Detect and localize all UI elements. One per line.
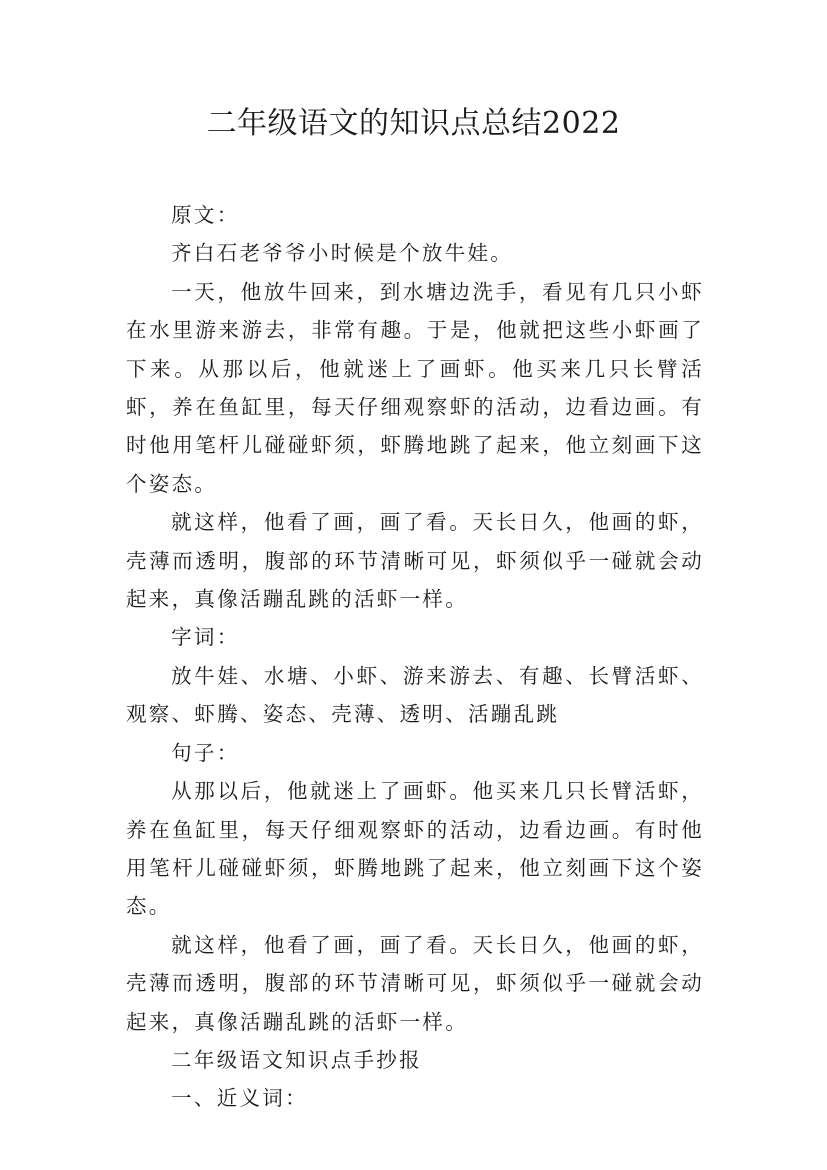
paragraph-story-2: 就这样，他看了画，画了看。天长日久，他画的虾，壳薄而透明，腹部的环节清晰可见，虾须似乎一碰就会动起来，真像活蹦乱跳的活虾一样。 bbox=[126, 510, 704, 612]
paragraph-original-text-heading: 原文： bbox=[171, 203, 240, 227]
paragraph-sentences-heading: 句子： bbox=[171, 740, 240, 765]
paragraph-sentence-2: 就这样，他看了画，画了看。天长日久，他画的虾，壳薄而透明，腹部的环节清晰可见，虾须似乎一碰就会动起来，真像活蹦乱跳的活虾一样。 bbox=[126, 932, 704, 1034]
paragraph-synonyms-heading: 一、近义词： bbox=[171, 1086, 308, 1111]
paragraph-words-heading: 字词： bbox=[171, 625, 240, 650]
paragraph-intro: 齐白石老爷爷小时候是个放牛娃。 bbox=[171, 241, 514, 266]
paragraph-word-list: 放牛娃、水塘、小虾、游来游去、有趣、长臂活虾、观察、虾腾、姿态、壳薄、透明、活蹦乱跳 bbox=[126, 663, 704, 727]
document-body bbox=[126, 196, 704, 1118]
paragraph-handout-heading: 二年级语文知识点手抄报 bbox=[171, 1047, 422, 1072]
paragraph-story-1: 一天，他放牛回来，到水塘边洗手，看见有几只小虾在水里游来游去，非常有趣。于是，他就把这些小虾画了下来。从那以后，他就迷上了画虾。他买来几只长臂活虾，养在鱼缸里，每天仔细观察虾的活动，边看边画。有时他用笔杆儿碰碰虾须，虾腾地跳了起来，他立刻画下这个姿态。 bbox=[126, 279, 704, 496]
paragraph-sentence-1: 从那以后，他就迷上了画虾。他买来几只长臂活虾，养在鱼缸里，每天仔细观察虾的活动，边看边画。有时他用笔杆儿碰碰虾须，虾腾地跳了起来，他立刻画下这个姿态。 bbox=[126, 779, 704, 919]
document-title: 二年级语文的知识点总结2022 bbox=[206, 106, 621, 141]
